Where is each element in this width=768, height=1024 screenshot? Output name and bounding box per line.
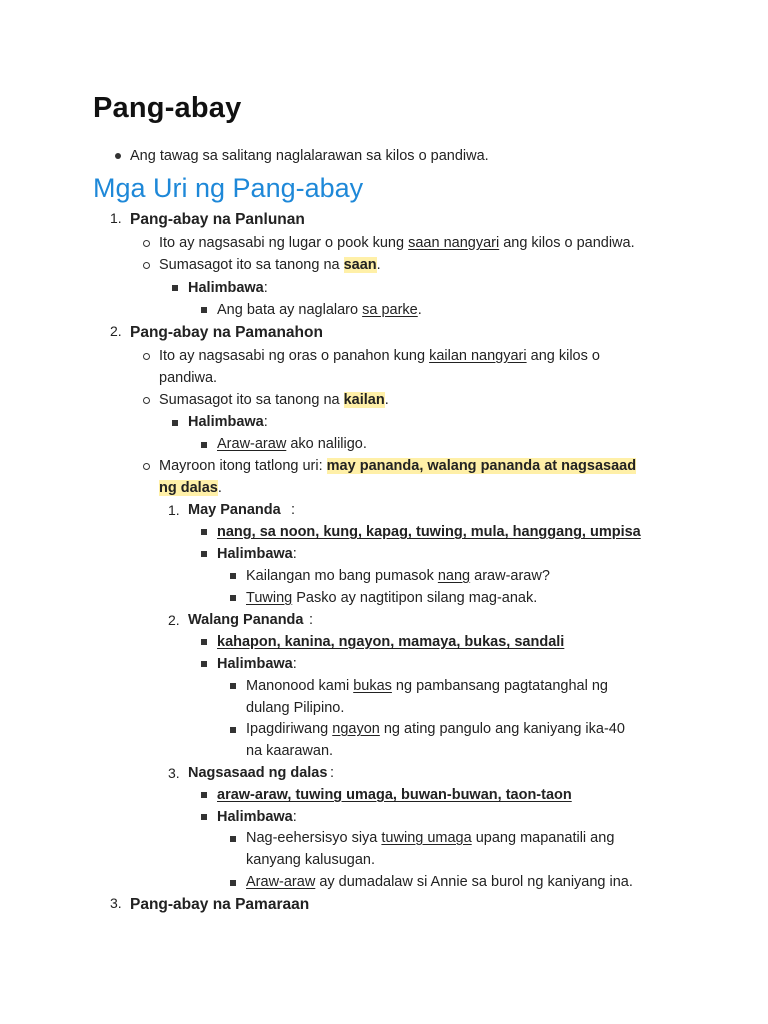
list-item: [159, 455, 636, 477]
text: :: [263, 280, 268, 296]
bullet-disc: [115, 153, 121, 159]
bullet-square: [201, 551, 207, 557]
underlined-term: bukas: [353, 678, 392, 694]
list-item-continuation: kanyang kalusugan.: [246, 852, 375, 868]
text: .: [217, 480, 222, 496]
text: .: [376, 257, 381, 273]
list-number: 3.: [110, 895, 122, 911]
highlighted-term: saan: [343, 257, 377, 273]
section-heading: Pang-abay na Panlunan: [130, 211, 305, 228]
list-number: 1.: [168, 502, 180, 518]
text: Kailangan mo bang pumasok: [246, 568, 438, 584]
list-number: 2.: [168, 612, 180, 628]
list-item-continuation: na kaarawan.: [246, 743, 334, 759]
list-item: [217, 433, 367, 455]
text: :: [292, 809, 297, 825]
bullet-circle: [143, 353, 150, 360]
label: Halimbawa: [188, 280, 264, 296]
list-item: [246, 587, 537, 609]
text: Pasko ay nagtitipon silang mag-anak.: [292, 590, 538, 606]
list-item: [188, 277, 268, 299]
text: :: [309, 612, 314, 628]
label: Halimbawa: [188, 414, 264, 430]
bullet-square: [201, 307, 207, 313]
underlined-term: nang: [437, 568, 471, 584]
text: Manonood kami: [246, 678, 354, 694]
bullet-circle: [143, 397, 150, 404]
text: Mayroon itong tatlong uri:: [159, 458, 327, 474]
bullet-square: [201, 792, 207, 798]
bullet-square: [201, 814, 207, 820]
text: Ito ay nagsasabi ng lugar o pook kung: [159, 235, 409, 251]
text: Sumasagot ito sa tanong na: [159, 257, 344, 273]
subsection-heading: May Pananda: [188, 502, 281, 518]
marker-words: nang, sa noon, kung, kapag, tuwing, mula, hanggang, umpisa: [217, 524, 641, 540]
bullet-square: [201, 442, 207, 448]
underlined-term: ngayon: [332, 721, 380, 737]
text: :: [292, 546, 297, 562]
section-heading: Pang-abay na Pamanahon: [130, 324, 323, 341]
bullet-square: [230, 836, 236, 842]
list-item: [246, 718, 625, 740]
bullet-square: [172, 285, 178, 291]
bullet-square: [201, 639, 207, 645]
bullet-square: [201, 661, 207, 667]
bullet-square: [201, 529, 207, 535]
list-item: [217, 653, 297, 675]
list-item: [246, 871, 633, 893]
label: Halimbawa: [217, 546, 293, 562]
list-number: 1.: [110, 210, 122, 226]
subsection-heading: Nagsasaad ng dalas: [188, 765, 328, 781]
list-item: [159, 389, 389, 411]
section-title: Mga Uri ng Pang-abay: [93, 173, 364, 203]
section-heading: Pang-abay na Pamaraan: [130, 896, 310, 913]
bullet-square: [230, 683, 236, 689]
text: ang kilos o: [526, 348, 600, 364]
text: :: [263, 414, 268, 430]
intro-text: Ang tawag sa salitang naglalarawan sa kilos o pandiwa.: [130, 148, 489, 164]
list-item-continuation: pandiwa.: [159, 370, 218, 386]
list-item: [159, 232, 635, 254]
marker-words: araw-araw, tuwing umaga, buwan-buwan, taon-taon: [217, 787, 572, 803]
text: Ang bata ay naglalaro: [217, 302, 363, 318]
bullet-square: [230, 880, 236, 886]
bullet-circle: [143, 240, 150, 247]
text: ng pambansang pagtatanghal ng: [391, 678, 608, 694]
list-item: [246, 827, 614, 849]
marker-words: kahapon, kanina, ngayon, mamaya, bukas, sandali: [217, 634, 565, 650]
page-title: Pang-abay: [93, 92, 242, 124]
underlined-term: tuwing umaga: [381, 830, 472, 846]
bullet-square: [230, 727, 236, 733]
highlighted-term: may pananda, walang pananda at nagsasaad: [326, 458, 637, 474]
list-item: [159, 254, 381, 276]
list-item: [246, 565, 550, 587]
text: upang mapanatili ang: [471, 830, 615, 846]
label: Halimbawa: [217, 809, 293, 825]
underlined-term: Araw-araw: [246, 874, 316, 890]
underlined-term: sa parke: [362, 302, 418, 318]
text: ang kilos o pandiwa.: [499, 235, 635, 251]
underlined-term: kailan nangyari: [429, 348, 527, 364]
text: Sumasagot ito sa tanong na: [159, 392, 344, 408]
list-item-continuation: dulang Pilipino.: [246, 700, 345, 716]
list-item: [217, 543, 297, 565]
bullet-circle: [143, 463, 150, 470]
list-item: [159, 345, 600, 367]
text: Nag-eehersisyo siya: [246, 830, 382, 846]
bullet-square: [230, 595, 236, 601]
underlined-term: Tuwing: [246, 590, 293, 606]
text: :: [291, 502, 296, 518]
underlined-term: saan nangyari: [408, 235, 500, 251]
list-number: 2.: [110, 323, 122, 339]
list-item-continuation: [159, 477, 222, 499]
text: ako naliligo.: [286, 436, 367, 452]
text: .: [384, 392, 389, 408]
list-item: [246, 675, 608, 697]
text: Ipagdiriwang: [246, 721, 333, 737]
text: ng ating pangulo ang kaniyang ika-40: [379, 721, 625, 737]
text: Ito ay nagsasabi ng oras o panahon kung: [159, 348, 430, 364]
text: :: [292, 656, 297, 672]
bullet-circle: [143, 262, 150, 269]
list-number: 3.: [168, 765, 180, 781]
text: :: [330, 765, 335, 781]
text: ay dumadalaw si Annie sa burol ng kaniyang ina.: [315, 874, 633, 890]
list-item: [217, 806, 297, 828]
list-item: [188, 411, 268, 433]
underlined-term: Araw-araw: [217, 436, 287, 452]
subsection-heading: Walang Pananda: [188, 612, 304, 628]
bullet-square: [230, 573, 236, 579]
highlighted-term: kailan: [343, 392, 385, 408]
label: Halimbawa: [217, 656, 293, 672]
highlighted-term: ng dalas: [159, 480, 218, 496]
text: .: [417, 302, 422, 318]
bullet-square: [172, 420, 178, 426]
list-item: [217, 299, 422, 321]
text: araw-araw?: [470, 568, 550, 584]
